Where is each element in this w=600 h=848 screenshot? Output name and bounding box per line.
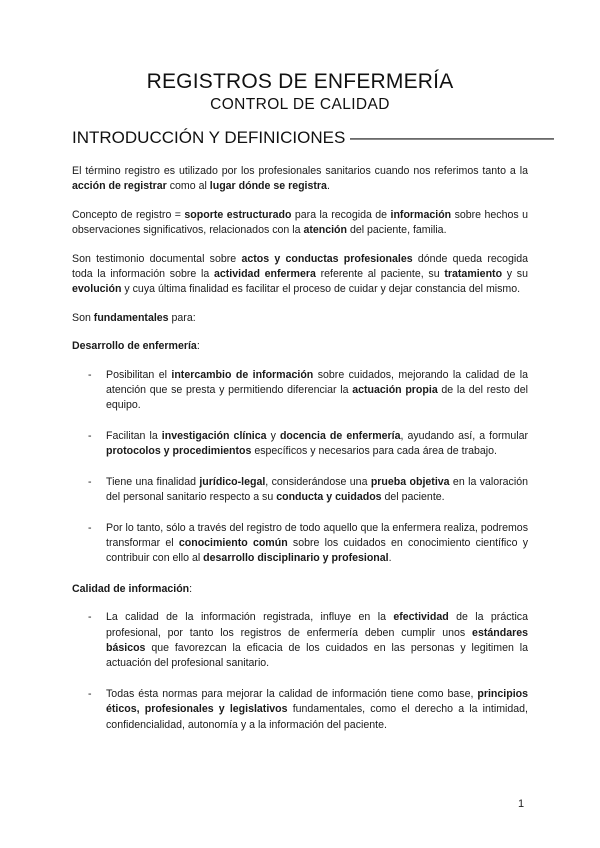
list-item: - Por lo tanto, sólo a través del registro de todo aquello que la enfermera realiza, podremos transformar el conocimiento común sobre los cuidados en conocimiento científico y contribuir con ello al desarrollo disciplinario y profesional.	[88, 521, 528, 565]
paragraph-registro-definition: El término registro es utilizado por los profesionales sanitarios cuando nos referimos tanto a la acción de registrar como al lugar dónde se registra.	[72, 165, 528, 193]
subheading-desarrollo: Desarrollo de enfermería:	[72, 340, 200, 353]
paragraph-testimonio-documental: Son testimonio documental sobre actos y conductas profesionales dónde queda recogida toda la información sobre la actividad enfermera referente al paciente, su tratamiento y su evolución y cuya última finalidad es facilitar el proceso de cuidar y dejar constancia del mismo.	[72, 252, 528, 296]
section-heading: INTRODUCCIÓN Y DEFINICIONES ————————————	[72, 128, 555, 147]
paragraph-concepto-registro: Concepto de registro = soporte estructurado para la recogida de información sobre hechos u observaciones significativos, relacionados con la atención del paciente, familia.	[72, 208, 529, 237]
desarrollo-list	[72, 368, 528, 567]
document-subtitle: CONTROL DE CALIDAD	[210, 96, 390, 113]
list-item: - Facilitan la investigación clínica y docencia de enfermería, ayudando así, a formular protocolos y procedimientos específicos y necesarios para cada área de trabajo.	[88, 429, 528, 458]
page-number: 1	[518, 798, 525, 810]
document-title: REGISTROS DE ENFERMERÍA	[146, 70, 454, 93]
paragraph-fundamentales: Son fundamentales para:	[72, 311, 196, 324]
calidad-list	[72, 610, 528, 733]
list-item: - Posibilitan el intercambio de información sobre cuidados, mejorando la calidad de la atención que se presta y permitiendo diferenciar la actuación propia de la del resto del equipo.	[88, 368, 529, 412]
document-body	[72, 164, 528, 748]
list-item: - Todas ésta normas para mejorar la calidad de información tiene como base, principios éticos, profesionales y legislativos fundamentales, como el derecho a la intimidad, confidencialidad, autonomía y a la información del paciente.	[88, 687, 529, 731]
subheading-calidad: Calidad de información:	[72, 582, 193, 595]
list-item: - La calidad de la información registrada, influye en la efectividad de la práctica profesional, por tanto los registros de enfermería deben cumplir unos estándares básicos que favorezcan la eficacia de los cuidados en las personas y legitimen la actuación del profesional sanitario.	[88, 611, 528, 670]
list-item: - Tiene una finalidad jurídico-legal, considerándose una prueba objetiva en la valoración del personal sanitario respecto a su conducta y cuidados del paciente.	[88, 475, 528, 504]
